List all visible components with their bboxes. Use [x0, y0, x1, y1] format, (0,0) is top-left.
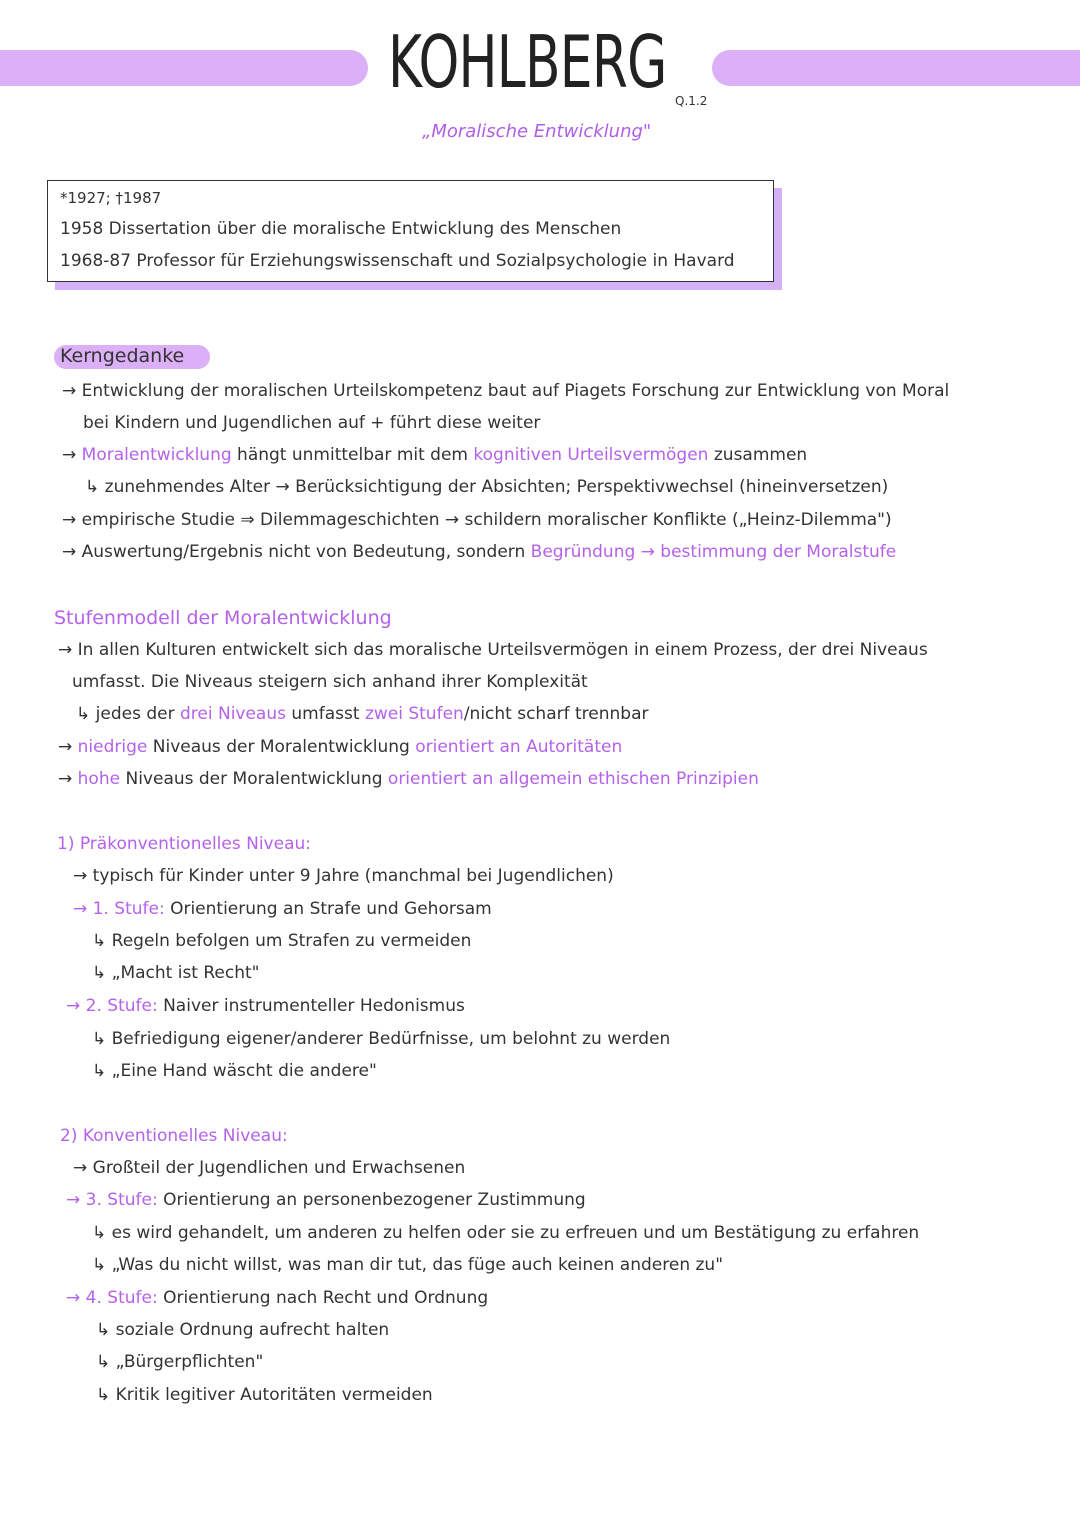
- niveau2-stufe-3-a: ↳ es wird gehandelt, um anderen zu helfen oder sie zu erfreuen und um Bestätigung zu erfahren: [92, 1223, 920, 1243]
- niveau2-stufe-4: → 4. Stufe: Orientierung nach Recht und Ordnung: [66, 1288, 489, 1308]
- niveau2-line-1: → Großteil der Jugendlichen und Erwachsenen: [73, 1158, 466, 1178]
- niveau1-stufe-2: → 2. Stufe: Naiver instrumenteller Hedonismus: [66, 996, 465, 1016]
- stufenmodell-line-3: ↳ jedes der drei Niveaus umfasst zwei Stufen/nicht scharf trennbar: [76, 704, 649, 724]
- niveau1-heading: 1) Präkonventionelles Niveau:: [57, 834, 311, 854]
- bio-box: [47, 180, 774, 282]
- page-subtitle: „Moralische Entwicklung": [422, 121, 652, 142]
- kerngedanke-line-6: → Auswertung/Ergebnis nicht von Bedeutung, sondern Begründung → bestimmung der Moralstufe: [62, 542, 897, 562]
- bio-dissertation: 1958 Dissertation über die moralische Entwicklung des Menschen: [60, 219, 622, 239]
- niveau2-stufe-3-b: ↳ „Was du nicht willst, was man dir tut, das füge auch keinen anderen zu": [92, 1255, 724, 1275]
- bio-dates: *1927; †1987: [60, 189, 162, 207]
- niveau1-stufe-1-b: ↳ „Macht ist Recht": [92, 963, 260, 983]
- page-title: KOHLBERG: [388, 20, 667, 104]
- niveau2-stufe-4-c: ↳ Kritik legitiver Autoritäten vermeiden: [96, 1385, 433, 1405]
- stufenmodell-line-1: → In allen Kulturen entwickelt sich das moralische Urteilsvermögen in einem Prozess, der drei Niveaus: [58, 640, 928, 660]
- stufenmodell-line-4: → niedrige Niveaus der Moralentwicklung orientiert an Autoritäten: [58, 737, 623, 757]
- niveau2-stufe-4-b: ↳ „Bürgerpflichten": [96, 1352, 264, 1372]
- kerngedanke-line-1: → Entwicklung der moralischen Urteilskompetenz baut auf Piagets Forschung zur Entwicklung von Moral: [62, 381, 950, 401]
- niveau1-line-1: → typisch für Kinder unter 9 Jahre (manchmal bei Jugendlichen): [73, 866, 614, 886]
- header-bar-right: [712, 50, 1080, 86]
- niveau1-stufe-1: → 1. Stufe: Orientierung an Strafe und Gehorsam: [73, 899, 492, 919]
- niveau1-stufe-2-b: ↳ „Eine Hand wäscht die andere": [92, 1061, 377, 1081]
- kerngedanke-line-5: → empirische Studie ⇒ Dilemmageschichten → schildern moralischer Konflikte („Heinz-Dilemma"): [62, 510, 892, 530]
- niveau2-stufe-3: → 3. Stufe: Orientierung an personenbezogener Zustimmung: [66, 1190, 586, 1210]
- kerngedanke-line-4: ↳ zunehmendes Alter → Berücksichtigung der Absichten; Perspektivwechsel (hineinversetzen): [85, 477, 889, 497]
- kerngedanke-heading: Kerngedanke: [60, 345, 185, 367]
- kerngedanke-line-2: bei Kindern und Jugendlichen auf + führt diese weiter: [83, 413, 541, 433]
- stufenmodell-line-5: → hohe Niveaus der Moralentwicklung orientiert an allgemein ethischen Prinzipien: [58, 769, 759, 789]
- niveau2-stufe-4-a: ↳ soziale Ordnung aufrecht halten: [96, 1320, 390, 1340]
- kerngedanke-line-3: → Moralentwicklung hängt unmittelbar mit dem kognitiven Urteilsvermögen zusammen: [62, 445, 808, 465]
- header-bar-left: [0, 50, 368, 86]
- page-code: Q.1.2: [675, 94, 708, 108]
- bio-professor: 1968-87 Professor für Erziehungswissenschaft und Sozialpsychologie in Havard: [60, 251, 735, 271]
- niveau1-stufe-1-a: ↳ Regeln befolgen um Strafen zu vermeiden: [92, 931, 472, 951]
- stufenmodell-heading: Stufenmodell der Moralentwicklung: [54, 607, 392, 629]
- stufenmodell-line-2: umfasst. Die Niveaus steigern sich anhand ihrer Komplexität: [72, 672, 588, 692]
- niveau2-heading: 2) Konventionelles Niveau:: [60, 1126, 288, 1146]
- niveau1-stufe-2-a: ↳ Befriedigung eigener/anderer Bedürfnisse, um belohnt zu werden: [92, 1029, 671, 1049]
